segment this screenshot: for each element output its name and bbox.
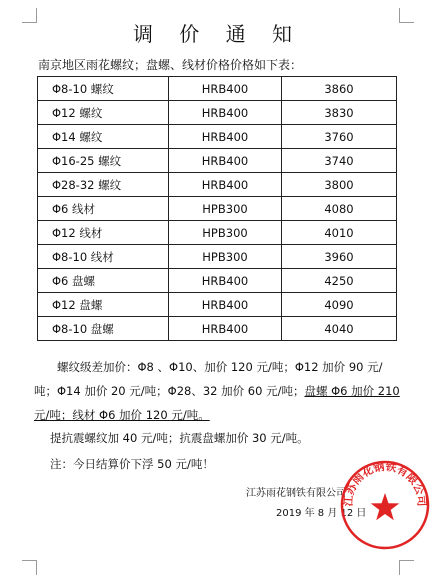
grade-cell: HRB400 xyxy=(169,317,282,341)
intro-text: 南京地区雨花螺纹；盘螺、线材价格价格如下表： xyxy=(38,58,303,72)
price-cell: 3800 xyxy=(282,173,397,197)
spec-cell: Φ12 螺纹 xyxy=(38,101,169,125)
table-row xyxy=(38,125,397,149)
seismic-note: 提抗震螺纹加 40 元/吨；抗震盘螺加价 30 元/吨。 xyxy=(50,431,309,445)
price-difference-note xyxy=(34,355,404,427)
price-table xyxy=(37,76,397,341)
price-cell: 4090 xyxy=(282,293,397,317)
difference-underlined-text: 盘螺 Φ6 加价 210 元/吨；线材 Φ6 加价 120 元/吨。 xyxy=(34,384,400,422)
seal-text: 江苏雨花钢铁有限公司 xyxy=(341,459,429,507)
price-cell: 3960 xyxy=(282,245,397,269)
seal-star-icon xyxy=(371,493,400,520)
table-row xyxy=(38,77,397,101)
crop-mark-bottom-left xyxy=(22,560,37,575)
grade-cell: HRB400 xyxy=(169,125,282,149)
price-cell: 4250 xyxy=(282,269,397,293)
crop-mark-bottom-right xyxy=(399,560,414,575)
spec-cell: Φ6 线材 xyxy=(38,197,169,221)
table-row xyxy=(38,245,397,269)
table-row xyxy=(38,269,397,293)
table-row xyxy=(38,317,397,341)
grade-cell: HPB300 xyxy=(169,197,282,221)
grade-cell: HRB400 xyxy=(169,293,282,317)
price-cell: 4010 xyxy=(282,221,397,245)
company-seal-stamp xyxy=(339,459,431,551)
price-cell: 4080 xyxy=(282,197,397,221)
document-title: 调 价 通 知 xyxy=(132,22,303,46)
table-row xyxy=(38,101,397,125)
spec-cell: Φ28-32 螺纹 xyxy=(38,173,169,197)
spec-cell: Φ8-10 线材 xyxy=(38,245,169,269)
table-row xyxy=(38,149,397,173)
price-cell: 3740 xyxy=(282,149,397,173)
table-row xyxy=(38,197,397,221)
price-cell: 3760 xyxy=(282,125,397,149)
company-name: 江苏雨花钢铁有限公司 xyxy=(246,488,346,499)
table-row xyxy=(38,173,397,197)
grade-cell: HRB400 xyxy=(169,269,282,293)
price-cell: 4040 xyxy=(282,317,397,341)
spec-cell: Φ8-10 盘螺 xyxy=(38,317,169,341)
settlement-note: 注：今日结算价下浮 50 元/吨！ xyxy=(50,457,214,471)
price-cell: 3830 xyxy=(282,101,397,125)
spec-cell: Φ6 盘螺 xyxy=(38,269,169,293)
grade-cell: HRB400 xyxy=(169,173,282,197)
grade-cell: HPB300 xyxy=(169,245,282,269)
spec-cell: Φ8-10 螺纹 xyxy=(38,77,169,101)
spec-cell: Φ14 螺纹 xyxy=(38,125,169,149)
grade-cell: HRB400 xyxy=(169,101,282,125)
spec-cell: Φ12 线材 xyxy=(38,221,169,245)
grade-cell: HRB400 xyxy=(169,77,282,101)
spec-cell: Φ12 盘螺 xyxy=(38,293,169,317)
issue-date: 2019 年 8 月 12 日 xyxy=(276,508,367,519)
price-cell: 3860 xyxy=(282,77,397,101)
spec-cell: Φ16-25 螺纹 xyxy=(38,149,169,173)
grade-cell: HRB400 xyxy=(169,149,282,173)
table-row xyxy=(38,293,397,317)
grade-cell: HPB300 xyxy=(169,221,282,245)
difference-text: 螺纹级差加价：Φ8 、Φ10、加价 120 元/吨；Φ12 加价 90 元/吨；Φ14 加价 20 元/吨；Φ28、32 加价 60 元/吨； xyxy=(34,360,383,398)
table-row xyxy=(38,221,397,245)
